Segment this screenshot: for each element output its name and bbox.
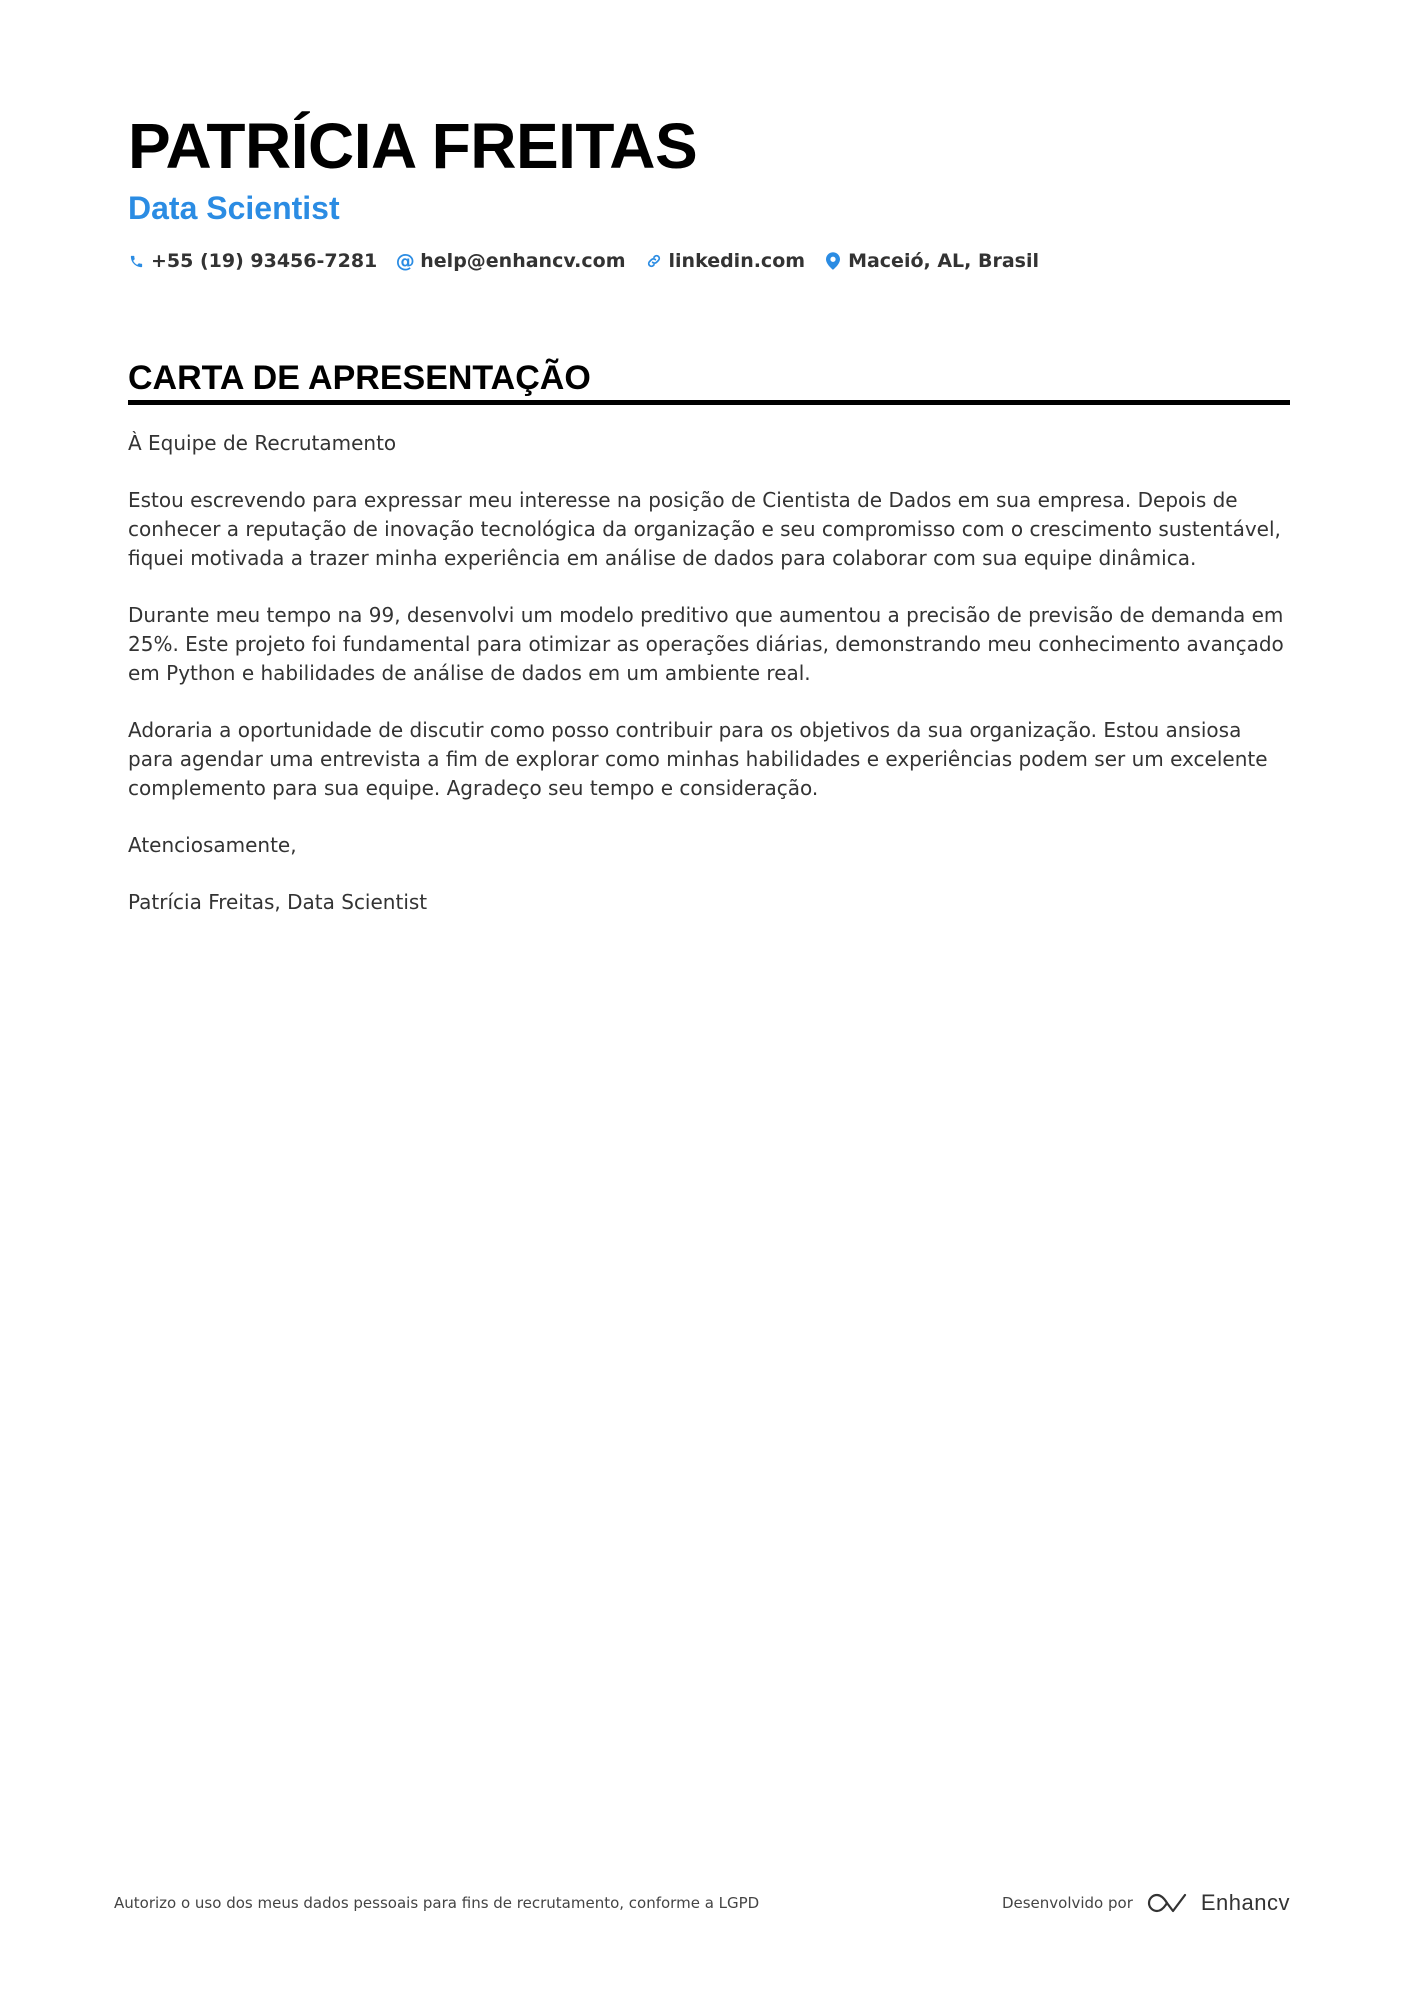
- contact-email[interactable]: [397, 250, 625, 272]
- brand-name: Enhancv: [1200, 1890, 1290, 1915]
- enhancv-logo-icon: [1145, 1891, 1191, 1915]
- contact-phone[interactable]: [128, 250, 377, 272]
- letter-body: [128, 429, 1290, 917]
- powered-by-label: Desenvolvido por: [1001, 1894, 1133, 1912]
- section-title: CARTA DE APRESENTAÇÃO: [128, 358, 1290, 405]
- cover-letter-page: [128, 108, 1290, 945]
- letter-closing: Atenciosamente,: [128, 833, 297, 857]
- at-icon: @: [395, 249, 415, 272]
- candidate-role: Data Scientist: [128, 190, 340, 226]
- contact-bar: [128, 250, 1290, 272]
- letter-paragraph: Durante meu tempo na 99, desenvolvi um modelo preditivo que aumentou a precisão de previsão de demanda em 25%. Este projeto foi fundamental para otimizar as operações diárias, demonstrando meu conhecimento avançado em Python e habilidades de análise de dados em um ambiente real.: [128, 603, 1284, 685]
- letter-greeting: À Equipe de Recrutamento: [128, 431, 397, 455]
- contact-email-text: help@enhancv.com: [420, 250, 626, 272]
- candidate-name: PATRÍCIA FREITAS: [128, 110, 698, 182]
- powered-by[interactable]: [1002, 1890, 1290, 1916]
- consent-note: Autorizo o uso dos meus dados pessoais para fins de recrutamento, conforme a LGPD: [114, 1894, 760, 1912]
- letter-signature: Patrícia Freitas, Data Scientist: [128, 890, 428, 914]
- phone-icon: [128, 251, 144, 271]
- contact-location: [825, 250, 1039, 272]
- contact-linkedin-text: linkedin.com: [668, 250, 806, 272]
- contact-location-text: Maceió, AL, Brasil: [848, 250, 1039, 272]
- map-pin-icon: [825, 251, 841, 271]
- footer: [114, 1890, 1290, 1916]
- letter-paragraph: Adoraria a oportunidade de discutir como posso contribuir para os objetivos da sua organização. Estou ansiosa para agendar uma entrevista a fim de explorar como minhas habilidades e experiências podem ser um excelente complemento para sua equipe. Agradeço seu tempo e consideração.: [128, 718, 1268, 800]
- letter-paragraph: Estou escrevendo para expressar meu interesse na posição de Cientista de Dados em sua empresa. Depois de conhecer a reputação de inovação tecnológica da organização e seu compromisso com o crescimento sustentável, fiquei motivada a trazer minha experiência em análise de dados para colaborar com sua equipe dinâmica.: [128, 488, 1281, 570]
- contact-linkedin[interactable]: [646, 250, 806, 272]
- link-icon: [646, 251, 662, 271]
- contact-phone-text: +55 (19) 93456-7281: [151, 250, 378, 272]
